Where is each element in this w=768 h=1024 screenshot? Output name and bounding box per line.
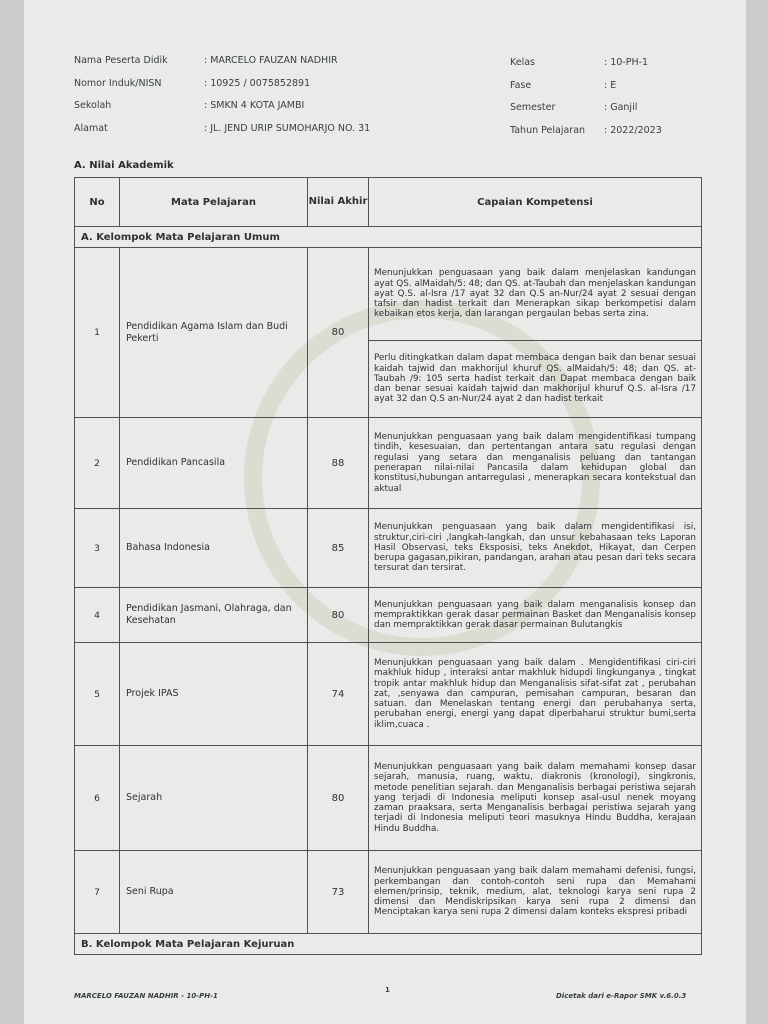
header-value-phase: : E [604,80,617,91]
header-label-school: Sekolah [74,100,112,111]
header-label-address: Alamat [74,123,108,134]
header-value-year: : 2022/2023 [604,125,662,136]
row-no: 5 [75,643,120,746]
row-no: 6 [75,746,120,851]
table-row [75,248,702,341]
header-value-address: : JL. JEND URIP SUMOHARJO NO. 31 [204,123,371,134]
footer-printed-by: Dicetak dari e-Rapor SMK v.6.0.3 [556,992,687,1000]
row-competency: Menunjukkan penguasaan yang baik dalam memahami konsep dasar sejarah, manusia, ruang, waktu, diakronis (kronologi), singkronis, metode penelitian sejarah. dan Menganalisis berbagai peristiwa sejarah yang terjadi di Indonesia meliputi konsep asal-usul nenek moyang zaman praaksara, serta Menganalisis berbagai peristiwa sejarah yang terjadi di Indonesia meliputi teori masuknya Hindu Buddha, kerajaan Hindu Buddha. [369,746,702,851]
header-label-nisn: Nomor Induk/NISN [74,78,162,89]
row-score: 74 [308,643,369,746]
table-row [75,851,702,934]
table-row [75,418,702,509]
header-label-semester: Semester [510,102,556,113]
row-score: 80 [308,746,369,851]
group-row-vocational [75,934,702,955]
table-row [75,588,702,643]
header-value-semester: : Ganjil [604,102,638,113]
table-row [75,746,702,851]
row-subject: Pendidikan Agama Islam dan Budi Pekerti [120,248,308,418]
header-subject: Mata Pelajaran [120,178,308,227]
footer-page-number: 1 [385,986,390,994]
row-score: 88 [308,418,369,509]
row-subject: Sejarah [120,746,308,851]
row-subject: Bahasa Indonesia [120,509,308,588]
table-row [75,509,702,588]
group-row-general [75,227,702,248]
row-score: 80 [308,248,369,418]
grades-table [74,177,702,955]
header-no: No [75,178,120,227]
row-subject: Seni Rupa [120,851,308,934]
row-competency: Menunjukkan penguasaan yang baik dalam menjelaskan kandungan ayat QS. alMaidah/5: 48; dan QS. at-Taubah dan menjelaskan kandungan ayat Q.S. al-Isra /17 ayat 32 dan Q.S an-Nur/24 ayat 2 sesuai dengan tafsir dan hadist terkait dan Menerapkan sikap berkompetisi dalam kebaikan etos kerja, dan larangan pergaulan bebas serta zina. [369,248,702,341]
section-title: A. Nilai Akademik [74,160,174,171]
row-no: 4 [75,588,120,643]
header-value-class: : 10-PH-1 [604,57,649,68]
row-competency: Menunjukkan penguasaan yang baik dalam . Mengidentifikasi ciri-ciri makhluk hidup , interaksi antar makhluk hidupdi lingkunganya , tingkat tropik antar makhluk hidup dan Menganalisis sifat-sifat zat , perubahan zat, ,senyawa dan campuran, pemisahan campuran, besaran dan satuan. dan Menelaskan tentang energi dan perubahanya serta, perubahan energi, energi yang dapat diperbaharui struktur bumi,serta iklim,cuaca . [369,643,702,746]
header-label-name: Nama Peserta Didik [74,55,168,66]
group-label-vocational: B. Kelompok Mata Pelajaran Kejuruan [75,934,702,955]
row-competency: Menunjukkan penguasaan yang baik dalam mengidentifikasi tumpang tindih, kesesuaian, dan pertentangan antara satu regulasi dengan regulasi yang setara dan menganalisis peluang dan tantangan penerapan nilai-nilai Pancasila dalam kehidupan global dan konstitusi,hubungan antarregulasi , menerapkan secara kontekstual dan aktual [369,418,702,509]
row-subject: Projek IPAS [120,643,308,746]
footer-student: MARCELO FAUZAN NADHIR - 10-PH-1 [74,992,218,1000]
header-label-class: Kelas [510,57,536,68]
row-subject: Pendidikan Pancasila [120,418,308,509]
row-no: 7 [75,851,120,934]
header-score: Nilai Akhir [308,178,369,227]
row-score: 80 [308,588,369,643]
row-competency: Menunjukkan penguasaan yang baik dalam memahami defenisi, fungsi, perkembangan dan contoh-contoh seni rupa dan Memahami elemen/prinsip, teknik, medium, alat, teknologi karya seni rupa 2 dimensi dan Mendiskripsikan karya seni rupa 2 dimensi dan Menciptakan karya seni rupa 2 dimensi dalam konteks ekspresi pribadi [369,851,702,934]
table-header-row [75,178,702,227]
row-competency-note: Perlu ditingkatkan dalam dapat membaca dengan baik dan benar sesuai kaidah tajwid dan makhorijul khuruf QS. alMaidah/5: 48; dan QS. at-Taubah /9: 105 serta hadist terkait dan Dapat membaca dengan baik dan benar sesuai kaidah tajwid dan makhorijul khuruf Q.S. al-Isra /17 ayat 32 dan Q.S an-Nur/24 ayat 2 dan hadist terkait [369,341,702,418]
row-score: 73 [308,851,369,934]
table-row [75,643,702,746]
header-competency: Capaian Kompetensi [369,178,702,227]
group-label-general: A. Kelompok Mata Pelajaran Umum [75,227,702,248]
row-subject: Pendidikan Jasmani, Olahraga, dan Kesehatan [120,588,308,643]
header-label-year: Tahun Pelajaran [510,125,586,136]
header-label-phase: Fase [510,80,532,91]
row-competency: Menunjukkan penguasaan yang baik dalam mengidentifikasi isi, struktur,ciri-ciri ,langkah-langkah, dan unsur kebahasaan teks Laporan Hasil Observasi, teks Eksposisi, teks Anekdot, Hikayat, dan Cerpen berupa gagasan,pikiran, pandangan, arahan atau pesan dari teks secara tersurat dan tersirat. [369,509,702,588]
row-no: 3 [75,509,120,588]
row-no: 2 [75,418,120,509]
header-value-name: : MARCELO FAUZAN NADHIR [204,55,338,66]
header-value-school: : SMKN 4 KOTA JAMBI [204,100,305,111]
row-score: 85 [308,509,369,588]
row-competency: Menunjukkan penguasaan yang baik dalam menganalisis konsep dan mempraktikkan gerak dasar permainan Basket dan Menganalisis konsep dan mempraktikkan gerak dasar permainan Bulutangkis [369,588,702,643]
header-value-nisn: : 10925 / 0075852891 [204,78,311,89]
row-no: 1 [75,248,120,418]
